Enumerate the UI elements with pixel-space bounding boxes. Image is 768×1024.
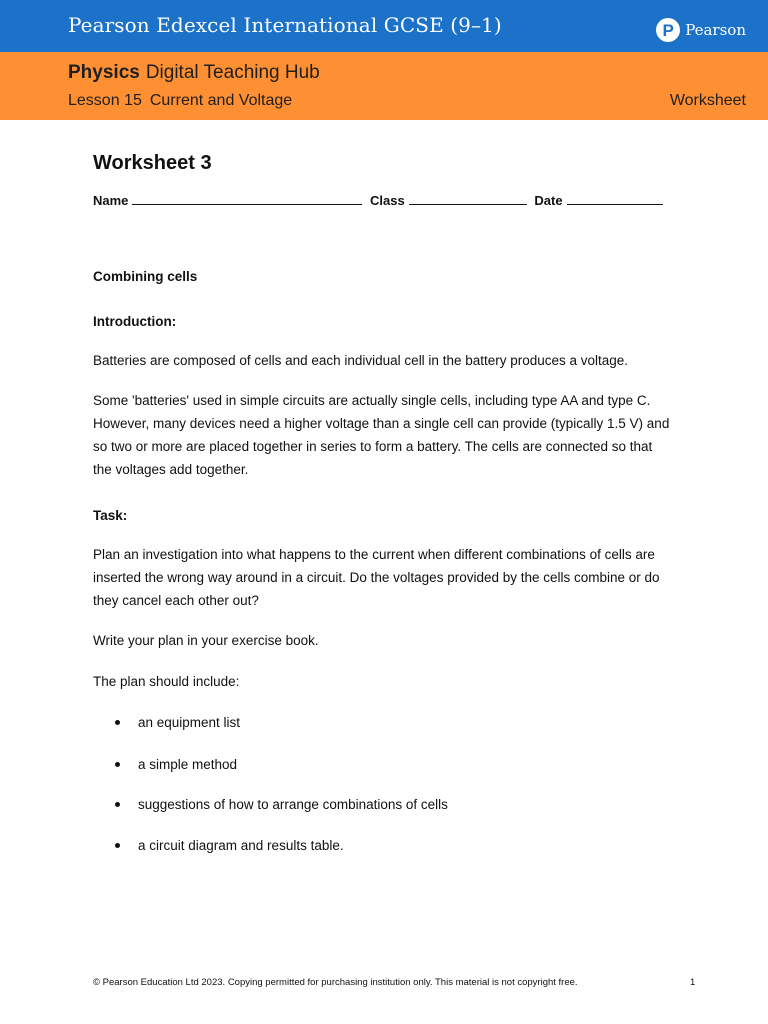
task-paragraph-2: Write your plan in your exercise book. — [93, 633, 319, 648]
date-line[interactable] — [567, 191, 663, 205]
list-item: a circuit diagram and results table. — [115, 838, 344, 853]
list-item: an equipment list — [115, 715, 240, 730]
date-label: Date — [534, 193, 563, 208]
subject-banner — [0, 52, 768, 120]
subject-heading — [68, 62, 320, 84]
name-label: Name — [93, 193, 129, 208]
subject-name: Physics — [68, 62, 140, 83]
worksheet-title: Worksheet 3 — [93, 152, 212, 174]
page-number: 1 — [690, 977, 696, 988]
pearson-logo-icon: P — [656, 18, 680, 42]
copyright-notice: © Pearson Education Ltd 2023. Copying permitted for purchasing institution only. This material is not copyright free. — [93, 977, 578, 988]
task-heading: Task: — [93, 508, 128, 523]
intro-paragraph-1: Batteries are composed of cells and each individual cell in the battery produces a voltage. — [93, 353, 629, 368]
lesson-title: Current and Voltage — [149, 92, 293, 109]
name-line[interactable] — [132, 191, 362, 205]
task-paragraph-3: The plan should include: — [93, 674, 240, 689]
task-paragraph-1: Plan an investigation into what happens to the current when different combinations of cells are inserted the wrong way around in a circuit. Do the voltages provided by the cells combine or do they cancel each other out? — [93, 547, 660, 608]
lesson-number: Lesson 15 — [68, 92, 142, 109]
list-item: a simple method — [115, 757, 237, 772]
bullet-icon — [115, 720, 120, 725]
qualification-title: Pearson Edexcel International GCSE (9–1) — [68, 13, 502, 37]
intro-paragraph-2: Some 'batteries' used in simple circuits are actually single cells, including type AA and type C. However, many devices need a higher voltage than a single cell can provide (typically 1.5 V) and so two or more are placed together in series to form a battery. The cells are connected so that the voltages add together. — [93, 393, 670, 477]
list-item: suggestions of how to arrange combinations of cells — [115, 797, 448, 812]
pearson-wordmark: Pearson — [685, 21, 746, 39]
top-banner — [0, 0, 768, 52]
bullet-icon — [115, 843, 120, 848]
bullet-icon — [115, 802, 120, 807]
section-title: Combining cells — [93, 269, 198, 284]
class-label: Class — [370, 193, 405, 208]
class-line[interactable] — [409, 191, 527, 205]
lesson-heading — [68, 92, 292, 110]
bullet-icon — [115, 762, 120, 767]
sheet-type-label: Worksheet — [669, 92, 746, 109]
intro-heading: Introduction: — [93, 314, 177, 329]
student-details — [93, 191, 667, 208]
hub-name: Digital Teaching Hub — [145, 62, 320, 83]
pearson-logo — [656, 17, 746, 43]
